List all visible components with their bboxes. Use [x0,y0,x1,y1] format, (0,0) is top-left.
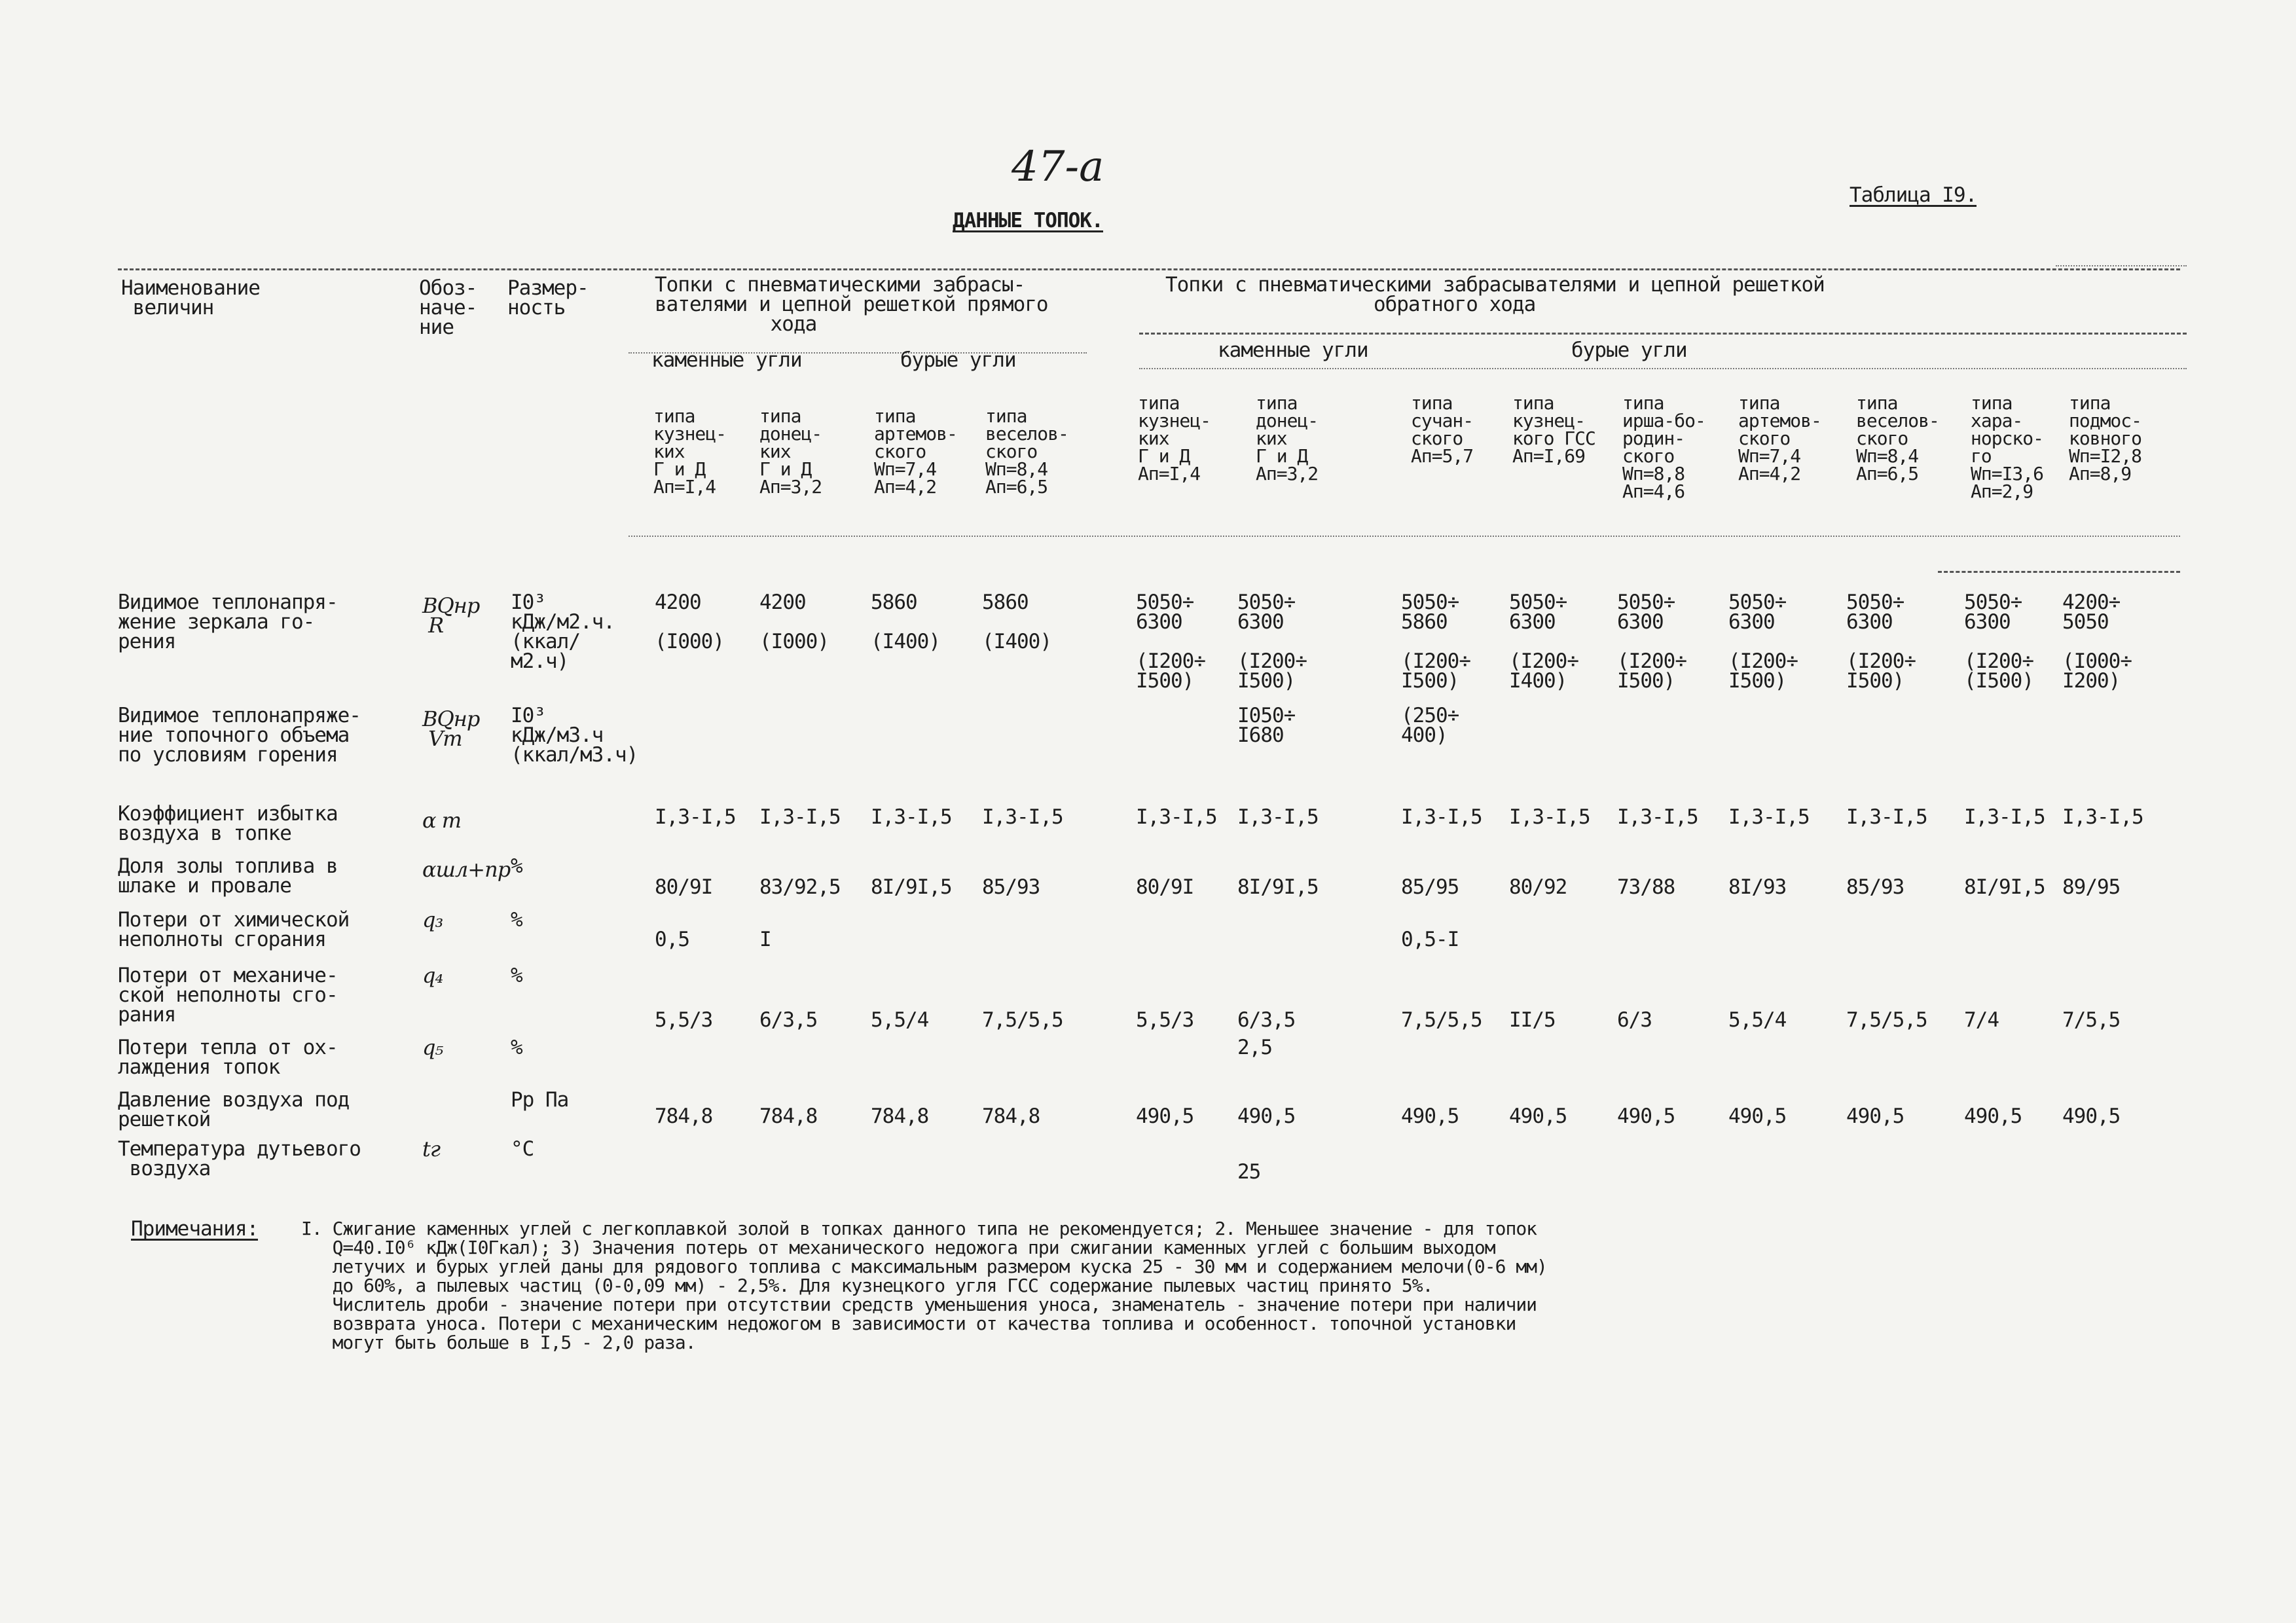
table-cell: I,3-I,5 [1964,805,2045,829]
table-cell: 80/9I [1136,875,1194,899]
row-unit: I0³ кДж/м2.ч. (ккал/ м2.ч) [511,591,615,673]
table-cell: 8I/93 [1728,875,1787,899]
coal-type-col-10: типа артемов- ского Wп=7,4 Ап=4,2 [1738,392,1821,484]
table-cell: 6/3,5 [1237,1008,1296,1032]
table-cell: 5050÷ 6300 (I200÷ I500) [1846,591,1916,693]
table-cell: 80/92 [1509,875,1567,899]
row-name: Потери тепла от ох- лаждения топок [118,1036,338,1079]
table-cell: I,3-I,5 [1617,805,1698,829]
page-title: ДАННЫЕ ТОПОК. [953,209,1103,232]
table-cell: 4200÷ 5050 (I000÷ I200) [2062,591,2132,693]
coal-type-col-11: типа веселов- ского Wп=8,4 Ап=6,5 [1856,392,1939,484]
table-cell: 5860 (I400) [982,591,1051,653]
table-cell: 8I/9I,5 [1237,875,1319,899]
table-cell: 0,5 [655,928,689,951]
coal-type-col-7: типа сучан- ского Ап=5,7 [1411,392,1474,467]
subgroup-brown-reverse: бурые угли [1571,338,1687,362]
table-cell: 490,5 [1136,1104,1194,1128]
row-unit: % [511,908,522,932]
table-cell: 4200 (I000) [759,591,829,653]
table-top-rule-right [2056,265,2187,266]
table-cell: 80/9I [655,875,713,899]
col-header-symbol: Обоз- наче- ние [419,276,477,339]
row-name: Видимое теплонапряже- ние топочного объема по условиям горения [118,704,361,767]
coal-type-col-12: типа хара- норско- го Wп=I3,6 Ап=2,9 [1971,392,2044,502]
table-cell: I [759,928,771,951]
table-cell: 5,5/3 [655,1008,713,1032]
table-cell: 8I/9I,5 [871,875,952,899]
table-label: Таблица I9. [1850,183,1977,207]
subgroup-brown-direct: бурые угли [900,348,1016,372]
table-cell: 490,5 [1964,1104,2022,1128]
notes-label: Примечания: [131,1217,259,1241]
coal-type-col-1: типа кузнец- ких Г и Д Ап=I,4 [653,405,727,498]
row-unit: % [511,854,522,878]
table-cell: 25 [1237,1160,1261,1184]
table-cell: I,3-I,5 [759,805,841,829]
row-symbol: q₃ [422,907,443,932]
table-cell: 490,5 [1846,1104,1904,1128]
table-cell: 784,8 [871,1104,929,1128]
table-cell: 4200 (I000) [655,591,724,653]
header-bottom-rule [629,536,2180,537]
table-cell: I050÷ I680 [1237,704,1296,747]
table-cell: I,3-I,5 [1728,805,1810,829]
row-symbol: BQнр Vт [422,706,480,751]
coal-type-col-4: типа веселов- ского Wп=8,4 Ап=6,5 [985,405,1068,498]
table-cell: 8I/9I,5 [1964,875,2045,899]
coal-type-col-3: типа артемов- ского Wп=7,4 Ап=4,2 [874,405,957,498]
table-cell: 784,8 [759,1104,818,1128]
table-cell: 0,5-I [1401,928,1459,951]
row-symbol: tг [422,1137,441,1161]
table-cell: 784,8 [655,1104,713,1128]
table-cell: 5050÷ 6300 (I200÷ I500) [1617,591,1686,693]
table-cell: 490,5 [1728,1104,1787,1128]
group2-rule [1139,333,2187,335]
coal-type-col-9: типа ирша-бо- родин- ского Wп=8,8 Ап=4,6 [1622,392,1705,502]
coaltype-rule [1139,368,2187,369]
subgroup-stone-reverse: каменные угли [1218,338,1368,362]
table-cell: 5,5/4 [871,1008,929,1032]
table-cell: I,3-I,5 [1509,805,1590,829]
subgroup-stone-direct: каменные угли [651,348,802,372]
row-name: Доля золы топлива в шлаке и провале [118,854,338,898]
row-name: Видимое теплонапря- жение зеркала го- рения [118,591,338,653]
table-cell: 85/95 [1401,875,1459,899]
table-cell: 73/88 [1617,875,1675,899]
table-cell: 784,8 [982,1104,1040,1128]
coal-type-col-2: типа донец- ких Г и Д Ап=3,2 [759,405,822,498]
table-cell: 5050÷ 6300 (I200÷ (I500) [1964,591,2033,693]
table-cell: I,3-I,5 [1237,805,1319,829]
row-symbol: αшл+пр [422,857,511,882]
body-top-rule [1938,571,2180,573]
group-header-direct: Топки с пневматическими забрасы- вателями и цепной решеткой прямого хода [655,273,1048,336]
table-cell: 7,5/5,5 [982,1008,1063,1032]
table-cell: 6/3,5 [759,1008,818,1032]
table-cell: I,3-I,5 [2062,805,2143,829]
table-cell: 5,5/3 [1136,1008,1194,1032]
table-cell: 7/5,5 [2062,1008,2121,1032]
row-unit: % [511,964,522,987]
row-name: Потери от механиче- ской неполноты сго- рания [118,964,338,1027]
row-symbol: q₄ [422,963,443,988]
table-cell: 85/93 [1846,875,1904,899]
table-cell: I,3-I,5 [1136,805,1217,829]
table-cell: 2,5 [1237,1036,1272,1059]
table-cell: 5050÷ 6300 (I200÷ I500) [1136,591,1205,693]
row-name: Температура дутьевого воздуха [118,1137,361,1180]
table-cell: 7,5/5,5 [1846,1008,1927,1032]
table-cell: 5,5/4 [1728,1008,1787,1032]
table-cell: 490,5 [1237,1104,1296,1128]
row-name: Потери от химической неполноты сгорания [118,908,350,951]
row-unit: °С [511,1137,534,1161]
table-cell: 89/95 [2062,875,2121,899]
table-cell: 490,5 [1617,1104,1675,1128]
row-unit: I0³ кДж/м3.ч (ккал/м3.ч) [511,704,638,767]
coal-type-col-8: типа кузнец- кого ГСС Ап=I,69 [1512,392,1595,467]
table-cell: 7/4 [1964,1008,1999,1032]
table-cell: 85/93 [982,875,1040,899]
col-header-unit: Размер- ность [507,276,589,319]
table-cell: 490,5 [1509,1104,1567,1128]
coal-type-col-6: типа донец- ких Г и Д Ап=3,2 [1256,392,1319,484]
table-cell: (250÷ 400) [1401,704,1459,747]
table-top-rule [118,268,2180,270]
notes-text: I. Сжигание каменных углей с легкоплавкой золой в топках данного типа не рекомендуется; 2. Меньшее значение - для топок Q=40.I0⁶ кДж(I0Гкал); 3) Значения потерь от механического недожога при сжигании каменных углей с большим выходом летучих и бурых углей даны для рядового топлива с максимальным размером куска 25 - 30 мм и содержанием мелочи(0-6 мм) до 60%, а пылевых частиц (0-0,09 мм) - 2,5%. Для кузнецкого угля ГСС содержание пылевых частиц принято 5%. Числитель дроби - значение потери при отсутствии средств уменьшения уноса, знаменатель - значение потери при наличии возврата уноса. Потери с механическим недожогом в зависимости от качества топлива и особенност. топочной установки могут быть больше в I,5 - 2,0 раза. [301,1218,1547,1353]
row-name: Давление воздуха под решеткой [118,1088,350,1131]
table-cell: I,3-I,5 [982,805,1063,829]
coal-type-col-5: типа кузнец- ких Г и Д Ап=I,4 [1138,392,1211,484]
page-number: 47-а [1011,143,1104,191]
table-cell: 7,5/5,5 [1401,1008,1482,1032]
row-symbol: q₅ [422,1035,443,1060]
table-cell: I,3-I,5 [871,805,952,829]
table-cell: 83/92,5 [759,875,841,899]
col-header-name: Наименование величин [121,276,260,319]
table-cell: 5050÷ 6300 (I200÷ I500) [1728,591,1798,693]
table-cell: 6/3 [1617,1008,1652,1032]
coal-type-col-13: типа подмос- ковного Wп=I2,8 Ап=8,9 [2069,392,2142,484]
row-name: Коэффициент избытка воздуха в топке [118,802,338,845]
table-cell: 5860 (I400) [871,591,940,653]
table-cell: 490,5 [2062,1104,2121,1128]
table-cell: 5050÷ 6300 (I200÷ I500) [1237,591,1307,693]
table-cell: 5050÷ 6300 (I200÷ I400) [1509,591,1578,693]
row-unit: % [511,1036,522,1059]
table-cell: I,3-I,5 [1846,805,1927,829]
table-cell: II/5 [1509,1008,1556,1032]
table-cell: 5050÷ 5860 (I200÷ I500) [1401,591,1470,693]
table-cell: I,3-I,5 [655,805,736,829]
row-symbol: BQнр R [422,593,480,638]
table-cell: I,3-I,5 [1401,805,1482,829]
row-symbol: α т [422,808,462,833]
group-header-reverse: Топки с пневматическими забрасывателями и цепной решеткой обратного хода [1165,273,1825,316]
table-cell: 490,5 [1401,1104,1459,1128]
row-unit: Рр Па [511,1088,569,1112]
